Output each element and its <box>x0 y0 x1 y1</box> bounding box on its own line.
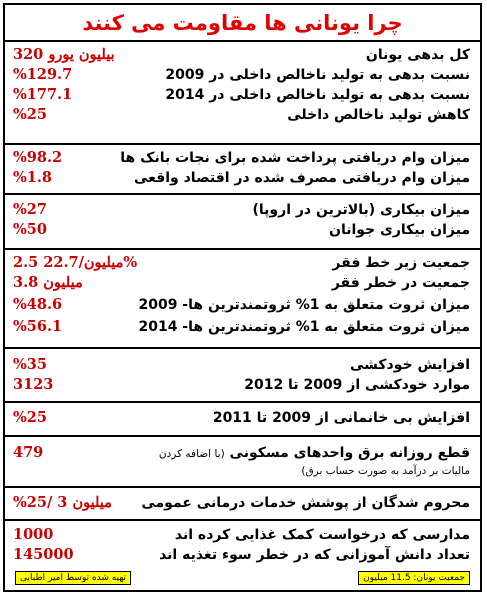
row-label: جمعیت زیر خط فقر <box>332 255 470 271</box>
row-value: 1000 <box>13 526 54 543</box>
row-label: میزان بیکاری جوانان <box>329 222 470 238</box>
row-value: %98.2 <box>13 149 63 166</box>
divider <box>5 347 480 349</box>
row-label: موارد خودکشی از 2009 تا 2012 <box>244 377 470 393</box>
row-label: میزان بیکاری (بالاترین در اروپا) <box>252 202 470 218</box>
row-label-text: قطع روزانه برق واحدهای مسکونی <box>229 445 470 461</box>
divider <box>5 193 480 195</box>
row-value: %177.1 <box>13 86 73 103</box>
row-label: کل بدهی یونان <box>365 47 470 63</box>
row-value: %27 <box>13 201 47 218</box>
row-label: میزان ثروت متعلق به 1% ثروتمندترین ها- 2014 <box>138 319 470 335</box>
row-value: 320 بیلیون یورو <box>13 46 115 63</box>
row-value: 3123 <box>13 376 54 393</box>
divider <box>5 401 480 403</box>
divider <box>5 519 480 521</box>
row-label: میزان وام دریافتی مصرف شده در اقتصاد واقعی <box>134 170 470 186</box>
divider <box>5 486 480 488</box>
row-value: %35 <box>13 356 47 373</box>
row-value: %1.8 <box>13 169 53 186</box>
row-label: میزان ثروت متعلق به 1% ثروتمندترین ها- 2009 <box>138 297 470 313</box>
divider <box>5 143 480 145</box>
row-label: جمعیت در خطر فقر <box>331 275 470 291</box>
page-title: چرا یونانی ها مقاومت می کنند <box>82 11 403 35</box>
divider <box>5 435 480 437</box>
row-label: مدارسی که درخواست کمک غذایی کرده اند <box>174 527 470 543</box>
row-value: %25/ 3 میلیون <box>13 494 112 511</box>
row-note: (با اضافه کردن <box>158 448 225 460</box>
row-value: %25 <box>13 409 47 426</box>
population-badge: جمعیت یونان: 11.5 میلیون <box>358 571 470 585</box>
row-value: %50 <box>13 221 47 238</box>
row-value: 3.8 میلیون <box>13 274 83 291</box>
row-value: %56.1 <box>13 318 63 335</box>
row-label: نسبت بدهی به تولید ناخالص داخلی در 2009 <box>165 67 470 83</box>
row-label: میزان وام دریافتی پرداخت شده برای نجات بانک ها <box>120 150 470 166</box>
row-label: افزایش بی خانمانی از 2009 تا 2011 <box>212 410 470 426</box>
row-label: افزایش خودکشی <box>350 357 470 373</box>
row-label: کاهش تولید ناخالص داخلی <box>287 107 470 123</box>
row-label <box>125 443 470 463</box>
row-label: تعداد دانش آموزانی که در خطر سوء تغذیه اند <box>159 547 470 563</box>
row-label: محروم شدگان از پوشش خدمات درمانی عمومی <box>141 495 470 511</box>
row-value: 479 <box>13 444 44 461</box>
row-value: 2.5 میلیون/22.7% <box>13 254 138 271</box>
infographic-frame <box>3 3 482 592</box>
row-value: %48.6 <box>13 296 63 313</box>
row-value: 145000 <box>13 546 74 563</box>
row-label: نسبت بدهی به تولید ناخالص داخلی در 2014 <box>165 87 470 103</box>
divider <box>5 248 480 250</box>
divider <box>5 40 480 42</box>
row-note-line: مالیات بر درآمد به صورت حساب برق) <box>301 465 470 477</box>
credit-badge: تهیه شده توسط امیر اطبایی <box>15 571 131 585</box>
row-value: %129.7 <box>13 66 73 83</box>
row-value: %25 <box>13 106 47 123</box>
